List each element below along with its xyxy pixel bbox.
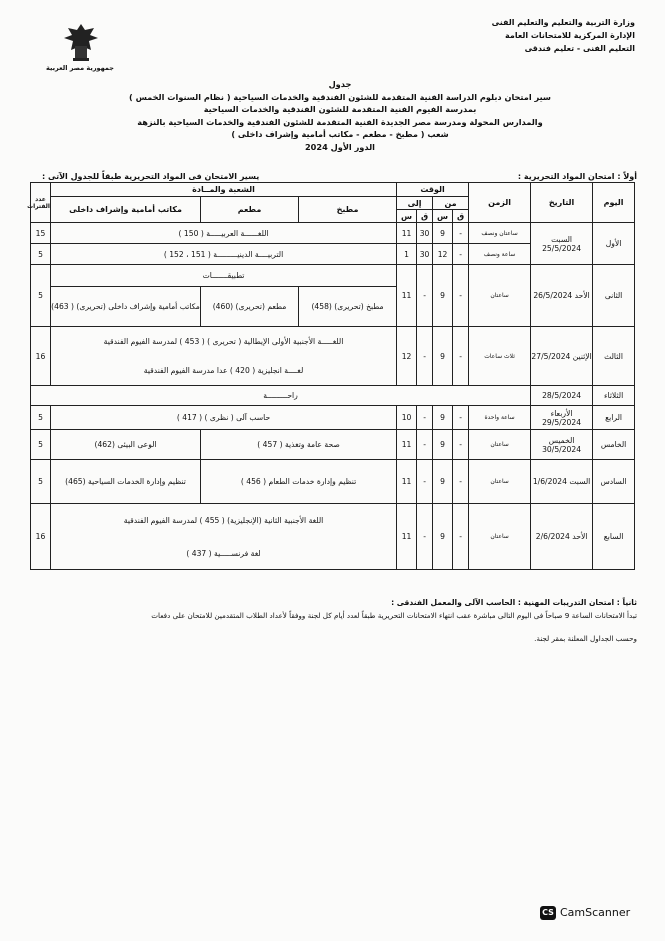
- to-s: 1: [397, 244, 417, 265]
- from-q: -: [453, 504, 469, 570]
- row-period: 15: [31, 223, 51, 244]
- from-q: -: [453, 430, 469, 460]
- from-s: 12: [433, 244, 453, 265]
- footer-note-end: وحسب الجداول المعلنة بمقر لجنة.: [534, 634, 637, 643]
- to-s: 12: [397, 327, 417, 386]
- from-q: -: [453, 265, 469, 327]
- col-to-s: س: [397, 210, 417, 223]
- section2-label: ثانياً : امتحان التدريبات المهنية : الحاسب الآلى والمعمل الفندقى :: [391, 598, 637, 607]
- row-subject: لغــــة انجليزية ( 420 ) عدا مدرسة الفيوم الفندقية: [51, 357, 397, 386]
- table-row: [31, 386, 635, 406]
- row-date: الأحد 2/6/2024: [531, 504, 593, 570]
- row-day: الثالث: [593, 327, 635, 386]
- row-period: 5: [31, 430, 51, 460]
- kitchen-restaurant-subject: تنظيم وإدارة خدمات الطعام ( 456 ): [201, 460, 397, 504]
- col-restaurant: مطعم: [201, 197, 299, 223]
- to-q: -: [417, 430, 433, 460]
- to-s: 11: [397, 223, 417, 244]
- document-titles: [40, 78, 640, 154]
- title-line: سير امتحان دبلوم الدراسة الفنية المتقدمة للشئون الفندقية والخدمات السياحية ( نظام السنوات الخمس ): [129, 91, 551, 102]
- row-day: الرابع: [593, 406, 635, 430]
- table-row: [31, 430, 635, 460]
- col-period: عدد الفترات: [31, 183, 51, 223]
- row-period: 5: [31, 244, 51, 265]
- kitchen-restaurant-subject: صحة عامة وتغذية ( 457 ): [201, 430, 397, 460]
- col-branch-subject: الشعبة والمــادة: [51, 183, 397, 197]
- front-office-subject: مكاتب أمامية وإشراف داخلى (تحريرى) ( 463): [51, 287, 201, 327]
- from-s: 9: [433, 265, 453, 327]
- footer-note: تبدأ الامتحانات الساعة 9 صباحاً فى اليوم التالى مباشرة عقب انتهاء الامتحانات التحريرية طبقاً لعدد أيام كل لجنة ووفقاً لأعداد الطلاب المتقدمين للامتحان على دفعات: [151, 611, 637, 620]
- row-period: 5: [31, 265, 51, 327]
- row-day: السادس: [593, 460, 635, 504]
- from-q: -: [453, 223, 469, 244]
- row-subject: اللغــــــة العربيـــــة ( 150 ): [51, 223, 397, 244]
- camscanner-watermark: [540, 906, 630, 920]
- row-date: الخميس 30/5/2024: [531, 430, 593, 460]
- row-subject: حاسب آلى ( نظرى ) ( 417 ): [51, 406, 397, 430]
- front-office-subject: الوعى البيئى (462): [51, 430, 201, 460]
- from-q: -: [453, 244, 469, 265]
- col-to-q: ق: [417, 210, 433, 223]
- row-day: الأول: [593, 223, 635, 265]
- to-q: -: [417, 265, 433, 327]
- col-duration: الزمن: [469, 183, 531, 223]
- row-date: السبت 25/5/2024: [531, 223, 593, 265]
- row-subject: التربيــــة الدينيـــــــــة ( 151 ، 152 ): [51, 244, 397, 265]
- row-period: 5: [31, 460, 51, 504]
- row-date: 28/5/2024: [531, 386, 593, 406]
- to-q: -: [417, 504, 433, 570]
- table-row: [31, 327, 635, 357]
- from-q: -: [453, 406, 469, 430]
- from-q: -: [453, 460, 469, 504]
- row-subject: لغة فرنســـــية ( 437 ): [51, 538, 397, 570]
- row-day: الثلاثاء: [593, 386, 635, 406]
- col-day: اليوم: [593, 183, 635, 223]
- ministry-header: [492, 16, 635, 55]
- to-q: -: [417, 327, 433, 386]
- col-date: التاريخ: [531, 183, 593, 223]
- from-s: 9: [433, 327, 453, 386]
- title-line: شعب ( مطبخ - مطعم - مكاتب أمامية وإشراف داخلى ): [231, 129, 449, 140]
- row-period: 16: [31, 327, 51, 386]
- row-duration: ساعتان ونصف: [469, 223, 531, 244]
- group-applications: تطبيقـــــــات: [51, 265, 397, 287]
- camscanner-logo-icon: CS: [540, 906, 556, 920]
- from-s: 9: [433, 430, 453, 460]
- row-duration: ثلاث ساعات: [469, 327, 531, 386]
- ministry-line2: الإدارة المركزية للامتحانات العامة: [505, 31, 635, 40]
- row-date: السبت 1/6/2024: [531, 460, 593, 504]
- row-duration: ساعة واحدة: [469, 406, 531, 430]
- table-row: [31, 460, 635, 504]
- row-duration: ساعة ونصف: [469, 244, 531, 265]
- section1-note: يسير الامتحان فى المواد التحريرية طبقاً للجدول الآتى :: [42, 172, 260, 181]
- from-s: 9: [433, 406, 453, 430]
- row-duration: ساعتان: [469, 430, 531, 460]
- rest-label: راحـــــــــة: [31, 386, 531, 406]
- ministry-line3: التعليم الفنى - تعليم فندقى: [524, 44, 635, 53]
- from-s: 9: [433, 223, 453, 244]
- front-office-subject: تنظيم وإدارة الخدمات السياحية (465): [51, 460, 201, 504]
- title-line: الدور الأول 2024: [304, 141, 375, 152]
- col-front-office: مكاتب أمامية وإشراف داخلى: [51, 197, 201, 223]
- title-line: بمدرسة الفيوم الفنية المتقدمة للشئون الفندقية والخدمات السياحية: [203, 104, 477, 115]
- row-subject: اللغة الأجنبية الثانية (الإنجليزية) ( 455 ) لمدرسة الفيوم الفندقية: [51, 504, 397, 538]
- row-duration: ساعتان: [469, 460, 531, 504]
- to-q: 30: [417, 223, 433, 244]
- col-from: من: [433, 197, 469, 210]
- row-date: الإثنين 27/5/2024: [531, 327, 593, 386]
- col-from-q: ق: [453, 210, 469, 223]
- camscanner-text: CamScanner: [560, 906, 631, 919]
- kitchen-subject: مطبخ (تحريرى) (458): [299, 287, 397, 327]
- row-duration: ساعتان: [469, 265, 531, 327]
- restaurant-subject: مطعم (تحريرى) (460): [201, 287, 299, 327]
- table-row: [31, 406, 635, 430]
- from-q: -: [453, 327, 469, 386]
- exam-schedule-table: [27, 182, 635, 570]
- from-s: 9: [433, 460, 453, 504]
- row-date: الأربعاء 29/5/2024: [531, 406, 593, 430]
- row-period: 16: [31, 504, 51, 570]
- to-q: 30: [417, 244, 433, 265]
- seal-caption: جمهورية مصر العربية: [46, 64, 114, 72]
- section1-label: أولاً : امتحان المواد التحريرية :: [517, 172, 637, 181]
- from-s: 9: [433, 504, 453, 570]
- to-q: -: [417, 460, 433, 504]
- to-s: 10: [397, 406, 417, 430]
- col-kitchen: مطبخ: [299, 197, 397, 223]
- table-row: [31, 504, 635, 538]
- to-q: -: [417, 406, 433, 430]
- col-from-s: س: [433, 210, 453, 223]
- row-day: الثانى: [593, 265, 635, 327]
- row-subject: اللغـــــة الأجنبية الأولى الإيطالية ( تحريرى ) ( 453 ) لمدرسة الفيوم الفندقية: [51, 327, 397, 357]
- table-row: [31, 223, 635, 244]
- col-to: إلى: [397, 197, 433, 210]
- row-date: الأحد 26/5/2024: [531, 265, 593, 327]
- row-duration: ساعتان: [469, 504, 531, 570]
- to-s: 11: [397, 460, 417, 504]
- row-day: السابع: [593, 504, 635, 570]
- row-period: 5: [31, 406, 51, 430]
- to-s: 11: [397, 265, 417, 327]
- to-s: 11: [397, 504, 417, 570]
- eagle-seal-icon: [58, 20, 104, 66]
- ministry-line1: وزارة التربية والتعليم والتعليم الفنى: [491, 18, 635, 27]
- title-line: والمدارس المحولة ومدرسة مصر الجديدة الفنية المتقدمة للشئون الفندقية والخدمات السياحية بالنزهة: [137, 116, 543, 127]
- title-line: جدول: [328, 79, 352, 89]
- to-s: 11: [397, 430, 417, 460]
- table-row: [31, 265, 635, 287]
- row-day: الخامس: [593, 430, 635, 460]
- col-time: الوقت: [397, 183, 469, 197]
